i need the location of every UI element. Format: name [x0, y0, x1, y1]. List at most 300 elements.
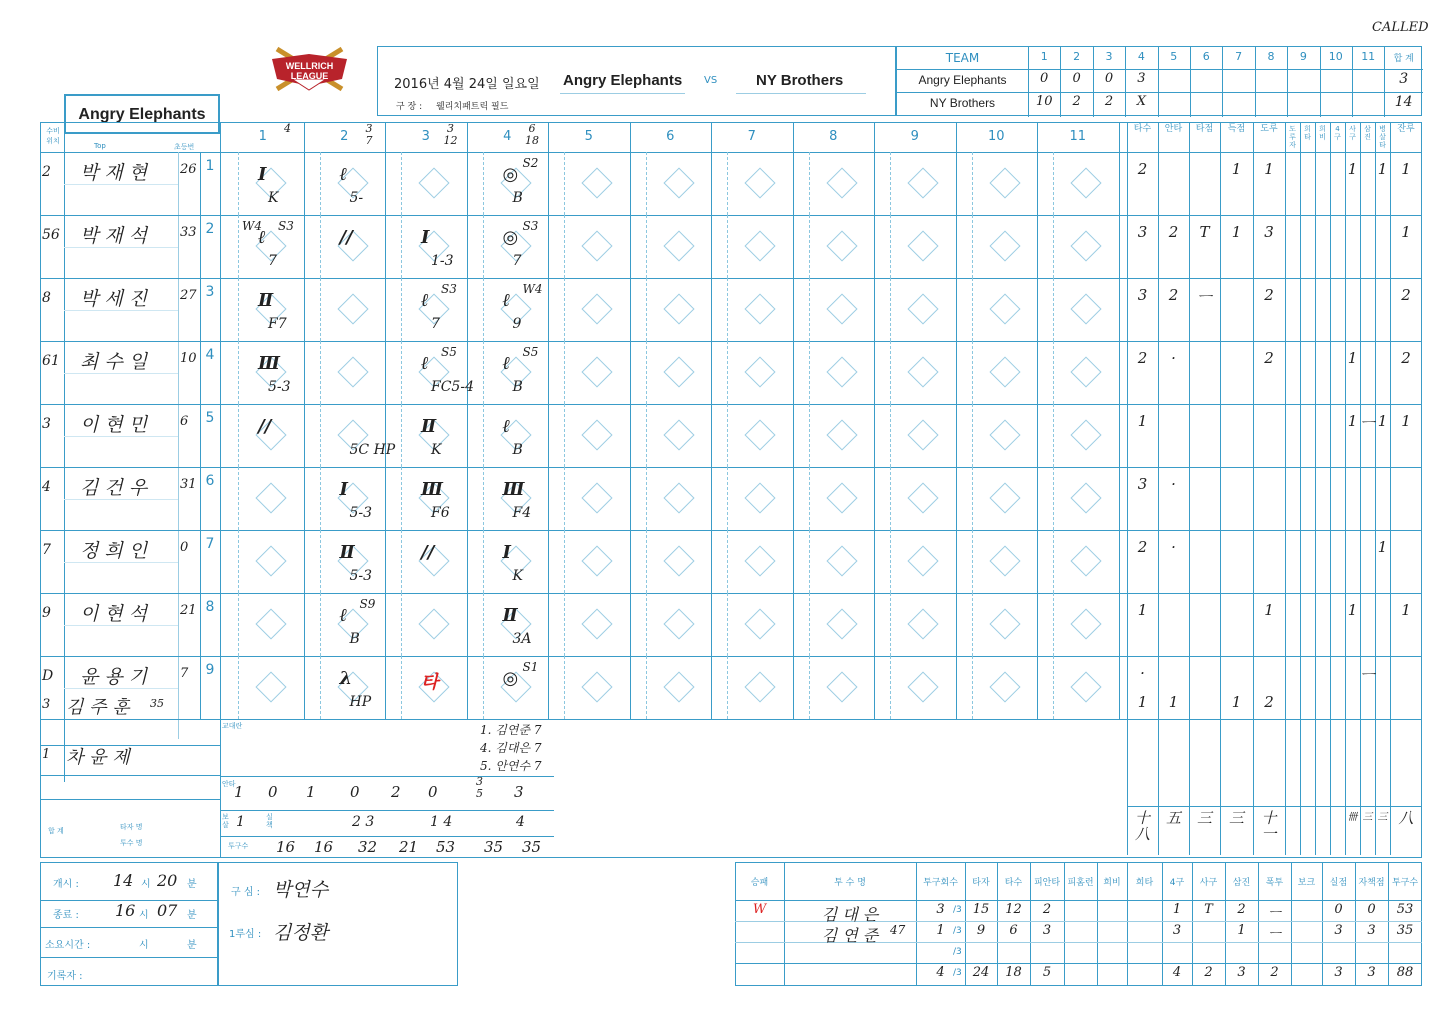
- total-hits: 0: [268, 783, 278, 801]
- batter-position: 56: [42, 227, 60, 243]
- at-bat-mark: ℓ: [502, 416, 511, 437]
- umpire-label: 구 심 :: [231, 887, 261, 898]
- batter-number: 0: [180, 540, 189, 555]
- tally-mark: 十 八: [1134, 809, 1150, 843]
- game-header: [377, 46, 896, 116]
- batter-position: 2: [42, 164, 51, 180]
- pitching-innings: 3: [936, 902, 945, 917]
- batter-name: 박 세 진: [80, 288, 148, 310]
- linescore-inning-header: 7: [1235, 50, 1243, 63]
- batter-name: 김 건 우: [80, 477, 148, 499]
- at-bat-mark: ◎: [502, 227, 519, 248]
- pitching-pc: 88: [1396, 965, 1414, 980]
- pitching-wp: 2: [1270, 965, 1279, 980]
- batter-stat: 3: [1137, 286, 1148, 304]
- batter-stat: 2: [1137, 538, 1148, 556]
- batter-stat: 3: [1137, 475, 1148, 493]
- at-bat-mark: //: [258, 416, 272, 437]
- umpire-box: [218, 862, 458, 986]
- at-bat-result: 5-: [349, 190, 364, 206]
- at-bat-mark: ℓ: [258, 227, 266, 248]
- batter-stat: ·: [1171, 538, 1176, 556]
- stat-header: 타점: [1195, 124, 1214, 134]
- stat-header: 희 타: [1304, 125, 1311, 141]
- innings-fraction: /3: [953, 926, 962, 936]
- batter-stat: 1: [1264, 601, 1274, 619]
- at-bat-result: K: [512, 568, 523, 584]
- inning-header: 7: [747, 129, 756, 144]
- pitching-batters: 9: [976, 923, 986, 938]
- inning-note: 6 18: [525, 122, 539, 147]
- venue-name: 웰리치패트릭 필드: [436, 102, 509, 112]
- at-bat-mark: ℓ: [502, 290, 511, 311]
- at-bat-result: 5-3: [349, 568, 373, 584]
- pitching-bb: 4: [1172, 965, 1182, 980]
- start-label: 개시 :: [53, 879, 79, 890]
- pitching-hbp: 2: [1204, 965, 1213, 980]
- at-bat-mark: ℓ: [339, 164, 348, 185]
- pitching-header: 피홈런: [1067, 878, 1094, 888]
- umpire-name: 박연수: [273, 879, 329, 901]
- total-walks: 1 4: [430, 814, 453, 830]
- at-bat-mark: Ⅱ: [502, 605, 518, 626]
- batter-stat: 1: [1231, 223, 1242, 241]
- batter-stat: 1: [1231, 160, 1242, 178]
- total-hits: 1: [306, 783, 316, 801]
- pitches-label: 투구수: [228, 842, 249, 850]
- at-bat-corner: S5: [522, 345, 539, 359]
- sub-stat: 1: [1137, 693, 1148, 711]
- linescore: [896, 46, 1422, 116]
- stat-header: 삼 진: [1364, 125, 1371, 141]
- pitching-header: 투 수 명: [834, 878, 866, 888]
- batter-position: 9: [42, 605, 51, 621]
- at-bat-result: F7: [268, 316, 287, 332]
- at-bat-mark: 타: [421, 672, 439, 693]
- stat-header: 4 구: [1334, 125, 1341, 141]
- home-team-name: NY Brothers: [756, 72, 844, 89]
- inning-header: 5: [584, 129, 593, 144]
- at-bat-mark: Ⅱ: [258, 290, 274, 311]
- batter-position: 8: [42, 290, 51, 306]
- total-walks: 1: [236, 814, 245, 830]
- duration-m-unit: 분: [187, 940, 197, 951]
- total-walks: 4: [516, 814, 525, 830]
- batter-position: 61: [42, 353, 60, 369]
- total-pitches: 32: [358, 838, 378, 856]
- start-m-unit: 분: [187, 879, 197, 890]
- batter-stat: 2: [1264, 286, 1274, 304]
- batting-order: 2: [205, 221, 215, 237]
- tally-mark: 卌: [1347, 812, 1358, 823]
- batter-position: 3: [42, 416, 51, 432]
- linescore-total-header: 합 계: [1393, 54, 1414, 64]
- at-bat-result: B: [512, 190, 523, 206]
- batter-stat: 1: [1347, 160, 1358, 178]
- linescore-inning-header: 11: [1361, 50, 1376, 63]
- batter-stat: 1: [1401, 412, 1411, 430]
- called-note: CALLED: [1372, 20, 1429, 35]
- recorder-label: 기록자 :: [47, 971, 83, 982]
- pitching-hits: 3: [1042, 923, 1052, 938]
- at-bat-corner: S3: [522, 219, 539, 233]
- pitcher-change-note: 1. 김연준 7 4. 김대은 7 5. 안연수 7: [480, 723, 542, 773]
- stat-header: 도 루 자: [1289, 125, 1296, 149]
- at-bat-mark: ◎: [502, 164, 519, 185]
- batter-name: 정 희 인: [80, 540, 148, 562]
- pitching-wp: ㅡ: [1268, 906, 1281, 921]
- pitching-hbp: T: [1204, 902, 1213, 917]
- innings-fraction: /3: [953, 968, 962, 978]
- linescore-score-cell: X: [1136, 94, 1147, 109]
- batter-stat: 2: [1401, 286, 1411, 304]
- at-bat-result: 5-3: [349, 505, 373, 521]
- batter-stat: ·: [1140, 664, 1145, 682]
- batting-order: 4: [205, 347, 215, 363]
- linescore-away-team: Angry Elephants: [918, 73, 1007, 87]
- pitching-header: 폭투: [1265, 878, 1284, 888]
- stat-header: 안타: [1164, 124, 1183, 134]
- at-bat-result: 5-3: [268, 379, 291, 395]
- total-pitches: 16: [314, 838, 334, 856]
- batter-count-label: 타자 명: [120, 823, 143, 831]
- linescore-team-label: TEAM: [945, 51, 980, 65]
- name-header: Top: [94, 142, 106, 150]
- lineup-team-name: Angry Elephants: [78, 106, 206, 123]
- pitching-pc: 53: [1396, 902, 1414, 917]
- pitching-batters: 15: [972, 902, 990, 917]
- batting-order: 9: [205, 662, 215, 678]
- pitching-ab: 12: [1005, 902, 1022, 917]
- pitching-header: 자책점: [1358, 878, 1385, 888]
- game-date: 2016년 4월 24일 일요일: [394, 77, 540, 92]
- stat-header: 병 살 타: [1379, 125, 1386, 149]
- pitching-r: 0: [1334, 902, 1343, 917]
- linescore-score-cell: 0: [1040, 71, 1049, 86]
- innings-fraction: /3: [953, 947, 962, 957]
- at-bat-mark: Ⅱ: [339, 542, 355, 563]
- linescore-inning-header: 5: [1170, 50, 1178, 63]
- batter-number: 33: [180, 225, 197, 240]
- vs-label: VS: [704, 75, 718, 86]
- pitching-bb: 1: [1172, 902, 1182, 917]
- inning-note: 3 7: [365, 122, 373, 147]
- inning-header: 11: [1069, 129, 1087, 144]
- at-bat-mark: ℓ: [421, 353, 429, 374]
- tally-mark: 三: [1377, 812, 1388, 823]
- sub-stat: 1: [1231, 693, 1242, 711]
- batter-stat: 1: [1347, 349, 1358, 367]
- inning-header: 9: [910, 129, 919, 144]
- batter-stat: 1: [1401, 223, 1411, 241]
- pitching-result: W: [752, 902, 767, 917]
- at-bat-result: B: [512, 379, 523, 395]
- stat-header: 사 구: [1349, 125, 1356, 141]
- inning-header: 10: [987, 129, 1005, 144]
- linescore-total: 14: [1394, 94, 1413, 110]
- pitching-so: 2: [1237, 902, 1246, 917]
- batter-stat: 2: [1168, 223, 1179, 241]
- tally-mark: 八: [1398, 809, 1414, 827]
- substitution-label: 교대란: [222, 722, 243, 730]
- at-bat-mark: Ⅰ: [339, 479, 348, 500]
- at-bat-corner: S5: [441, 345, 457, 359]
- pitching-hits: 5: [1042, 965, 1052, 980]
- logo-text: WELLRICH LEAGUE: [285, 61, 334, 81]
- hits-label: 안타: [222, 780, 236, 788]
- total-pitches: 35: [484, 838, 504, 856]
- pitching-header: 승패: [750, 878, 769, 888]
- pitching-er: 3: [1367, 965, 1376, 980]
- duration-h-unit: 시: [139, 940, 149, 951]
- linescore-home-team: NY Brothers: [929, 96, 996, 110]
- batter-number: 26: [180, 162, 197, 177]
- at-bat-mark: ℓ: [502, 353, 511, 374]
- batter-stat: 1: [1137, 412, 1148, 430]
- end-m-unit: 분: [187, 910, 197, 921]
- total-pitches: 53: [436, 838, 456, 856]
- batter-stat: 1: [1264, 160, 1274, 178]
- batter-stat: ㅡ: [1197, 288, 1212, 306]
- batter-stat: 1: [1401, 160, 1411, 178]
- pitching-header: 타수: [1004, 878, 1023, 888]
- batter-number: 27: [180, 288, 197, 303]
- batter-position: 4: [42, 479, 51, 495]
- first-base-umpire: 김정환: [273, 922, 329, 944]
- batter-stat: 3: [1137, 223, 1148, 241]
- pitching-r: 3: [1334, 923, 1343, 938]
- pitching-ab: 6: [1009, 923, 1018, 938]
- at-bat-result: FC5-4: [431, 379, 474, 395]
- at-bat-corner: S2: [522, 156, 539, 170]
- linescore-inning-header: 1: [1040, 50, 1048, 63]
- linescore-inning-header: 2: [1073, 50, 1081, 63]
- batting-order: 1: [205, 158, 215, 174]
- at-bat-mark: ◎: [502, 668, 519, 689]
- pitching-name: 김 대 은: [821, 905, 879, 924]
- total-pitches: 35: [522, 838, 542, 856]
- linescore-inning-header: 3: [1105, 50, 1113, 63]
- linescore-inning-header: 9: [1299, 50, 1307, 63]
- batting-order: 8: [205, 599, 215, 615]
- at-bat-mark: ℓ: [421, 290, 429, 311]
- pitching-hits: 2: [1042, 902, 1052, 917]
- sub-stat: 2: [1264, 693, 1274, 711]
- at-bat-result: 7: [268, 253, 277, 269]
- total-label: 합 계: [48, 827, 64, 835]
- batter-name: 이 현 석: [80, 603, 148, 625]
- at-bat-left-note: W4: [242, 219, 262, 233]
- start-h-unit: 시: [141, 879, 151, 890]
- tally-mark: 十 一: [1261, 809, 1277, 843]
- at-bat-mark: Ⅰ: [502, 542, 511, 563]
- batter-number: 21: [180, 603, 197, 618]
- at-bat-mark: Ⅰ: [258, 164, 267, 185]
- linescore-score-cell: 0: [1104, 71, 1114, 86]
- sub-number: 35: [150, 697, 164, 710]
- at-bat-corner: W4: [522, 282, 543, 296]
- total-pitches: 16: [276, 838, 296, 856]
- linescore-total: 3: [1399, 71, 1409, 87]
- innings-fraction: /3: [953, 905, 962, 915]
- at-bat-mark: Ⅲ: [502, 479, 525, 500]
- pitching-batters: 24: [972, 965, 990, 980]
- venue-label: 구 장 :: [396, 102, 423, 112]
- total-pitches: 21: [399, 838, 419, 856]
- tally-mark: 三: [1196, 809, 1212, 827]
- batter-stat: 3: [1264, 223, 1274, 241]
- pitching-innings: 4: [936, 965, 945, 980]
- batter-stat: ·: [1171, 475, 1176, 493]
- batter-number: 31: [180, 477, 197, 492]
- pitching-header: 희비: [1103, 878, 1121, 888]
- tally-mark: 三: [1228, 809, 1244, 827]
- at-bat-result: 3A: [512, 631, 532, 647]
- pitching-er: 3: [1367, 923, 1376, 938]
- batter-name: 박 재 현: [80, 162, 148, 184]
- batter-name: 박 재 석: [80, 225, 148, 247]
- at-bat-mark: ℓ: [339, 605, 348, 626]
- batter-number: 7: [180, 666, 189, 681]
- total-hits: 3: [514, 783, 524, 801]
- at-bat-mark: //: [339, 227, 353, 248]
- linescore-inning-header: 6: [1202, 50, 1210, 63]
- end-h-unit: 시: [139, 910, 149, 921]
- at-bat-mark: Ⅲ: [421, 479, 443, 500]
- stat-header: 득점: [1227, 124, 1246, 134]
- stat-header: 도루: [1260, 124, 1278, 134]
- inning-header: 4: [503, 129, 512, 144]
- pitcher-count-label: 투수 명: [120, 839, 143, 847]
- pitching-header: 4구: [1169, 878, 1185, 888]
- pitching-header: 사구: [1199, 878, 1218, 888]
- linescore-inning-header: 4: [1137, 50, 1145, 63]
- game-time-box: [40, 862, 218, 986]
- sub-position: 3: [42, 697, 51, 712]
- at-bat-mark: Ⅱ: [421, 416, 437, 437]
- number-header: 초등번: [174, 143, 195, 151]
- linescore-score-cell: 2: [1104, 94, 1114, 109]
- batter-stat: 1: [1137, 601, 1148, 619]
- at-bat-result: 5C HP: [349, 442, 396, 458]
- pitching-so: 3: [1237, 965, 1246, 980]
- inning-header: 1: [258, 129, 267, 144]
- total-hits: 3 5: [476, 775, 483, 800]
- batter-position: D: [42, 668, 54, 684]
- batter-stat: 2: [1137, 349, 1148, 367]
- position-header: 수비 위치: [46, 127, 60, 145]
- batter-name: 최 수 일: [80, 351, 148, 373]
- at-bat-result: K: [268, 190, 279, 206]
- walks-label: 보 살: [222, 813, 229, 829]
- start-minute: 20: [157, 871, 178, 890]
- pitching-header: 피안타: [1033, 878, 1061, 888]
- pitching-header: 희타: [1135, 878, 1154, 888]
- batter-stat: 2: [1137, 160, 1148, 178]
- at-bat-mark: λ: [339, 668, 353, 689]
- at-bat-result: 9: [512, 316, 522, 332]
- end-hour: 16: [115, 901, 136, 920]
- at-bat-result: B: [512, 442, 523, 458]
- pitcher-number: 47: [890, 923, 906, 937]
- pitching-name: 김 연 준: [821, 926, 879, 945]
- duration-label: 소요시간 :: [45, 940, 91, 951]
- pitching-header: 삼진: [1232, 878, 1251, 888]
- batter-stat: ㅡ: [1360, 414, 1375, 432]
- at-bat-mark: //: [421, 542, 435, 563]
- batter-name: 이 현 민: [80, 414, 148, 436]
- at-bat-result: 7: [431, 316, 440, 332]
- at-bat-mark: Ⅰ: [421, 227, 430, 248]
- pitching-header: 투구수: [1391, 878, 1419, 888]
- batter-name: 윤 용 기: [80, 666, 148, 688]
- batter-stat: 1: [1377, 538, 1388, 556]
- batting-order: 3: [205, 284, 215, 300]
- at-bat-corner: S3: [441, 282, 457, 296]
- inning-note: 4: [284, 122, 291, 135]
- total-walks: 2 3: [352, 814, 375, 830]
- pitching-pc: 35: [1396, 923, 1414, 938]
- pitching-header: 실점: [1329, 878, 1348, 888]
- linescore-score-cell: 0: [1072, 71, 1081, 86]
- at-bat-result: HP: [349, 694, 372, 710]
- linescore-score-cell: 3: [1137, 71, 1146, 86]
- linescore-inning-header: 8: [1267, 50, 1275, 63]
- batter-position: 7: [42, 542, 51, 558]
- sub-name: 차 윤 제: [66, 747, 130, 768]
- inning-header: 8: [829, 129, 838, 144]
- total-hits: 2: [391, 783, 401, 801]
- tally-mark: 三: [1362, 812, 1373, 823]
- inning-note: 3 12: [443, 122, 458, 147]
- stat-header: 희 비: [1319, 125, 1326, 141]
- at-bat-result: F4: [512, 505, 532, 521]
- at-bat-result: F6: [431, 505, 450, 521]
- batter-stat: 2: [1401, 349, 1411, 367]
- batter-stat: ㅡ: [1360, 666, 1375, 684]
- total-hits: 0: [350, 783, 360, 801]
- pitching-header: 타자: [972, 878, 990, 888]
- pitching-wp: ㅡ: [1268, 927, 1281, 942]
- linescore-score-cell: 10: [1035, 94, 1053, 109]
- total-hits: 1: [234, 783, 244, 801]
- batter-stat: 1: [1347, 412, 1358, 430]
- inning-header: 6: [666, 129, 675, 144]
- pitching-r: 3: [1334, 965, 1343, 980]
- batter-stat: 1: [1377, 412, 1388, 430]
- at-bat-result: 1-3: [431, 253, 454, 269]
- pitching-bb: 3: [1172, 923, 1182, 938]
- batter-number: 10: [180, 351, 197, 366]
- linescore-inning-header: 10: [1328, 50, 1343, 63]
- first-base-label: 1루심 :: [229, 929, 262, 940]
- stat-header: 타수: [1133, 124, 1152, 134]
- pitching-ab: 18: [1005, 965, 1022, 980]
- league-logo: [262, 44, 357, 94]
- pitching-header: 투구회수: [923, 878, 958, 888]
- batter-stat: 2: [1264, 349, 1274, 367]
- at-bat-corner: S1: [522, 660, 539, 674]
- away-team-name: Angry Elephants: [563, 72, 683, 89]
- pitching-er: 0: [1367, 902, 1376, 917]
- inning-header: 3: [421, 129, 430, 144]
- batter-number: 6: [180, 414, 189, 429]
- batting-order: 7: [205, 536, 215, 552]
- batting-order: 6: [205, 473, 215, 489]
- batter-stat: 2: [1168, 286, 1179, 304]
- sub-stat: 1: [1168, 693, 1179, 711]
- errors-label: 실 책: [266, 813, 273, 829]
